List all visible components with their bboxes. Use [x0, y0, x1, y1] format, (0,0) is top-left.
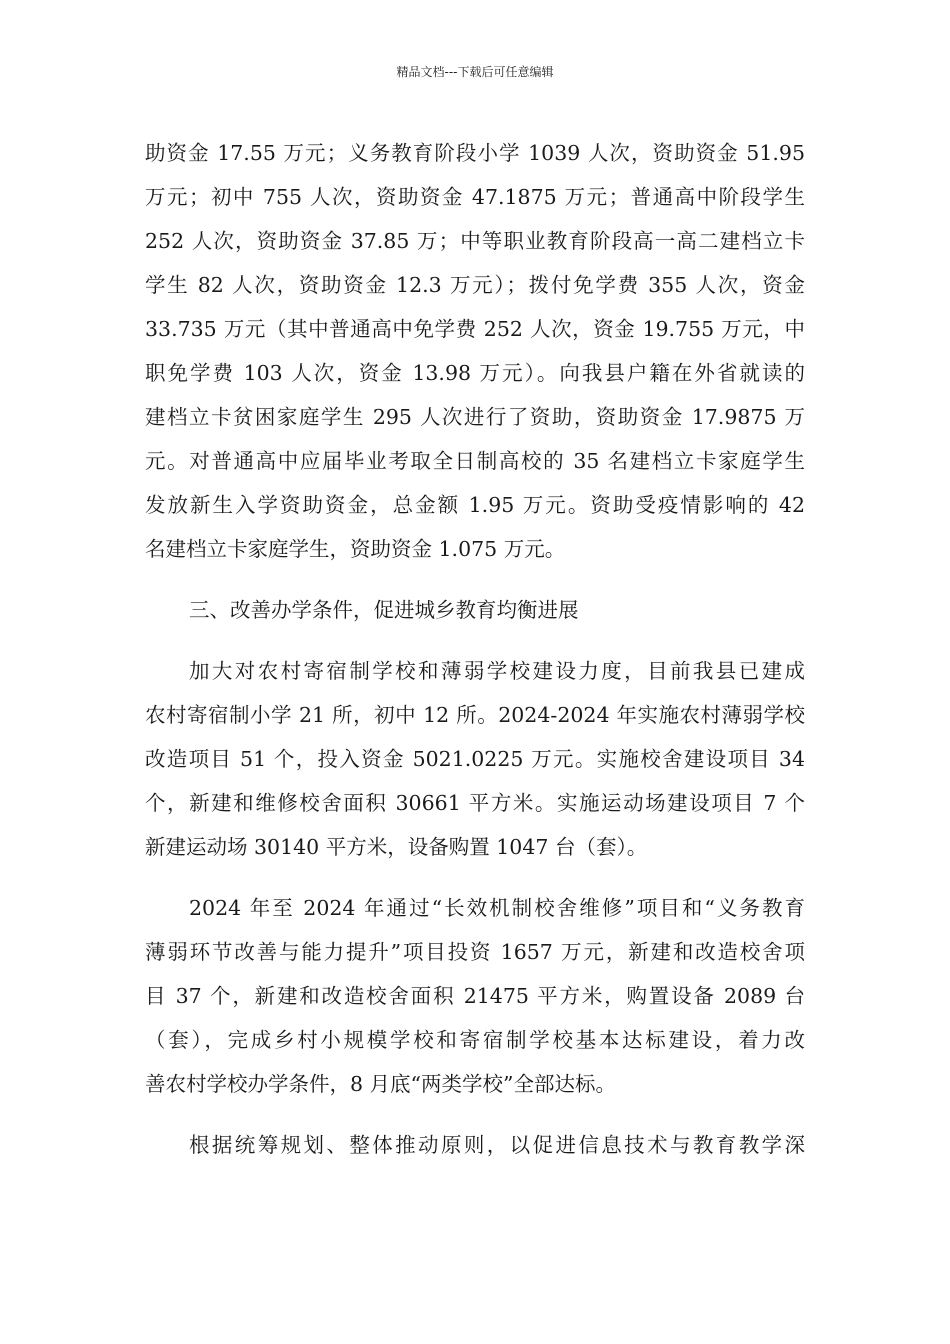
text-line: 新建运动场 30140 平方米，设备购置 1047 台（套）。 — [145, 835, 648, 859]
text-line: 善农村学校办学条件，8 月底“两类学校”全部达标。 — [145, 1072, 617, 1096]
text-line: 加大对农村寄宿制学校和薄弱学校建设力度，目前我县已建成 — [189, 659, 805, 683]
text-line: 农村寄宿制小学 21 所，初中 12 所。2024-2024 年实施农村薄弱学校 — [145, 703, 805, 727]
text-line: 252 人次，资助资金 37.85 万；中等职业教育阶段高一高二建档立卡 — [145, 229, 805, 253]
text-line: （套），完成乡村小规模学校和寄宿制学校基本达标建设，着力改 — [145, 1028, 805, 1052]
paragraph-renovation — [145, 886, 805, 1106]
text-line: 个，新建和维修校舍面积 30661 平方米。实施运动场建设项目 7 个 — [145, 791, 805, 815]
text-line: 助资金 17.55 万元；义务教育阶段小学 1039 人次，资助资金 51.95 — [145, 141, 805, 165]
text-line: 薄弱环节改善与能力提升”项目投资 1657 万元，新建和改造校舍项 — [145, 940, 805, 964]
text-line: 名建档立卡家庭学生，资助资金 1.075 万元。 — [145, 537, 566, 561]
text-line: 目 37 个，新建和改造校舍面积 21475 平方米，购置设备 2089 台 — [145, 984, 805, 1008]
section-heading: 三、改善办学条件，促进城乡教育均衡进展 — [189, 598, 579, 622]
text-line: 33.735 万元（其中普通高中免学费 252 人次，资金 19.755 万元，中 — [145, 317, 805, 341]
text-line: 元。对普通高中应届毕业考取全日制高校的 35 名建档立卡家庭学生 — [145, 449, 805, 473]
text-line: 发放新生入学资助资金，总金额 1.95 万元。资助受疫情影响的 42 — [145, 493, 805, 517]
paragraph-boarding-schools — [145, 649, 805, 869]
text-line: 学生 82 人次，资助资金 12.3 万元）；拨付免学费 355 人次，资金 — [145, 273, 805, 297]
text-line: 根据统筹规划、整体推动原则，以促进信息技术与教育教学深 — [189, 1133, 805, 1157]
paragraph-information-tech — [145, 1123, 805, 1167]
paragraph-subsidy — [145, 131, 805, 571]
text-line: 建档立卡贫困家庭学生 295 人次进行了资助，资助资金 17.9875 万 — [145, 405, 805, 429]
text-line: 2024 年至 2024 年通过“长效机制校舍维修”项目和“义务教育 — [189, 896, 805, 920]
text-line: 改造项目 51 个，投入资金 5021.0225 万元。实施校舍建设项目 34 — [145, 747, 805, 771]
text-line: 万元；初中 755 人次，资助资金 47.1875 万元；普通高中阶段学生 — [145, 185, 805, 209]
page-header: 精品文档---下载后可任意编辑 — [396, 65, 554, 79]
document-body — [145, 131, 805, 1167]
text-line: 职免学费 103 人次，资金 13.98 万元）。向我县户籍在外省就读的 — [145, 361, 805, 385]
